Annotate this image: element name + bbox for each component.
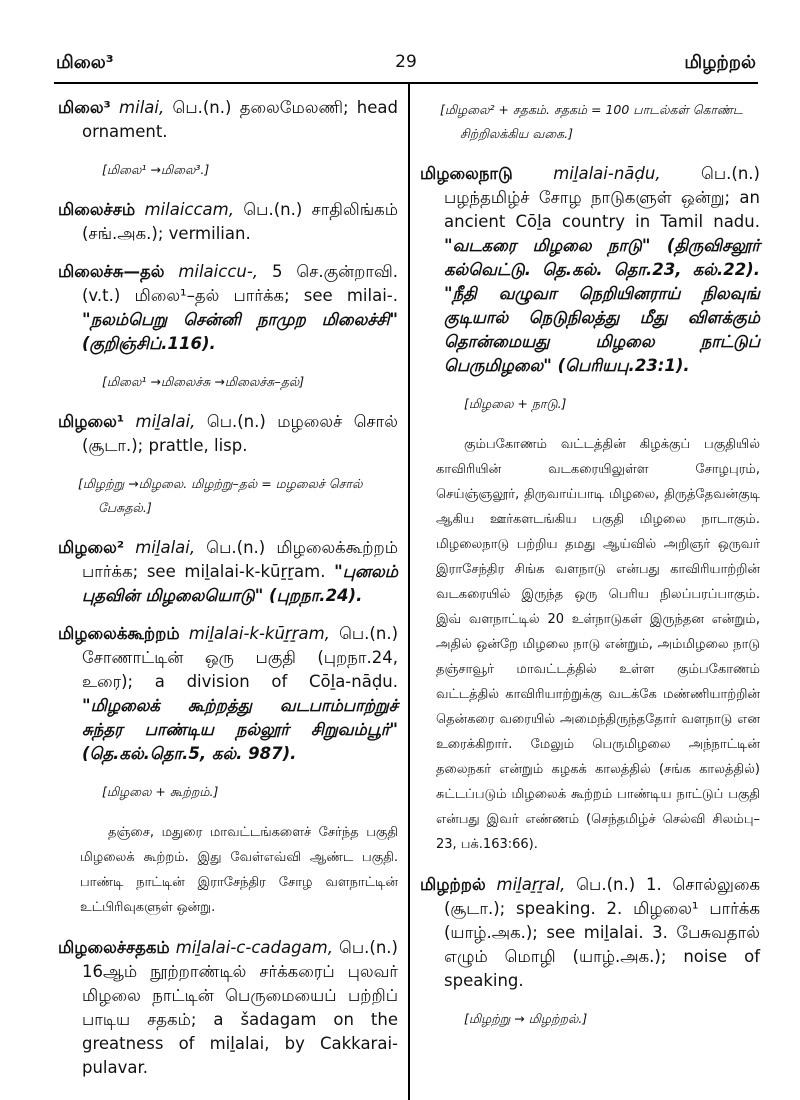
dictionary-entry xyxy=(58,536,398,608)
definition: 5 செ.குன்றாவி. (v.t.) மிலை¹–தல் பார்க்க; see milai-. xyxy=(82,262,399,305)
dictionary-entry xyxy=(58,936,398,1080)
citation: "வடகரை மிழலை நாடு" (திருவிசலூர் கல்வெட்டு. தெ.கல். தொ.23, கல்.22). "நீதி வழுவா நெறியினராய் நிலவுங் குடியால் நெடுநிலத்து மீது விளக்கும் தொன்மையது மிழலை நாட்டுப் பெருமிழலை" (பெரியபு.23:1). xyxy=(444,236,760,375)
etymology: [மிழலை² + சதகம். சதகம் = 100 பாடல்கள் கொண்ட சிற்றிலக்கிய வகை.] xyxy=(440,102,743,141)
definition: பெ.(n.) மழலைச் சொல் (சூடா.); prattle, lisp. xyxy=(82,412,398,455)
transliteration: miḻalai-k-kūṟṟam, xyxy=(188,624,330,643)
page-header xyxy=(56,52,756,80)
definition: பெ.(n.) சோணாட்டின் ஒரு பகுதி (புறநா.24, உரை); a division of Cōḻa-nāḍu. xyxy=(82,624,399,691)
etymology: [மிழலை + நாடு.] xyxy=(464,396,567,411)
transliteration: miḻalai-nāḍu, xyxy=(553,164,661,183)
definition: பெ.(n.) தலைமேலணி; head ornament. xyxy=(82,98,398,141)
definition: பெ.(n.) 16ஆம் நூற்றாண்டில் சர்க்கரைப் புலவர் மிழலை நாட்டின் பெருமையைப் பற்றிப் பாடிய சதகம்; a šadagam on the greatness of miḻalai, by Cakkarai-pulavar. xyxy=(82,938,398,1077)
headword: மிழற்றல் xyxy=(420,875,486,894)
transliteration: milai, xyxy=(119,98,165,117)
dictionary-entry xyxy=(58,96,398,144)
headword: மிழலைச்சதகம் xyxy=(58,938,170,957)
etymology: [மிலை¹ →மிலை³.] xyxy=(102,162,210,177)
definition: பெ.(n.) 1. சொல்லுகை (சூடா.); speaking. 2. மிழலை¹ பார்க்க (யாழ்.அக.); see miḻalai. 3. பேசுவதால் எழும் மொழி (யாழ்.அக.); noise of speaking. xyxy=(444,875,761,990)
headword: மிழலை² xyxy=(58,538,125,557)
dictionary-entry xyxy=(58,622,398,766)
transliteration: miḻaṟṟal, xyxy=(496,875,566,894)
etymology: [மிலை¹ →மிலைச்சு →மிலைச்சு–தல்] xyxy=(102,374,305,389)
dictionary-entry xyxy=(58,198,398,246)
dictionary-entry xyxy=(420,873,760,993)
citation: "புனலம் புதவின் மிழலையொடு" (புறநா.24). xyxy=(82,562,398,605)
transliteration: miḻalai, xyxy=(135,412,196,431)
explanatory-note: தஞ்சை, மதுரை மாவட்டங்களைச் சேர்ந்த பகுதி மிழலைக் கூற்றம். இது வேள்எவ்வி ஆண்ட பகுதி. பாண்டி நாட்டின் இராசேந்திர சோழ வளநாட்டின் உட்பிரிவுகளுள் ஒன்று. xyxy=(80,825,398,915)
dictionary-entry xyxy=(58,410,398,458)
headword: மிலைச்சம் xyxy=(58,200,136,219)
transliteration: milaiccam, xyxy=(144,200,234,219)
definition: பெ.(n.) சாதிலிங்கம் (சங்.அக.); vermilian. xyxy=(82,200,399,243)
transliteration: miḻalai, xyxy=(135,538,196,557)
right-column xyxy=(420,96,760,1047)
headword: மிழலைநாடு xyxy=(420,164,513,183)
header-guide-word-left: மிலை³ xyxy=(56,52,114,73)
header-guide-word-right: மிழற்றல் xyxy=(684,52,756,73)
explanatory-note: கும்பகோணம் வட்டத்தின் கிழக்குப் பகுதியில் காவிரியின் வடகரையிலுள்ள சோழபுரம், செய்ஞ்ஞலூர், திருவாய்பாடி மிழலை, திருத்தேவன்குடி ஆகிய ஊர்களடங்கிய பகுதி மிழலை நாடாகும். மிழலைநாடு பற்றிய தமது ஆய்வில் அறிஞர் ஒருவர் இராசேந்திர சிங்க வளநாடு என்பது காவிரியாற்றின் வடகரையில் இருந்த ஒரு பெரிய நிலப்பரப்பாகும். இவ் வளநாட்டில் 20 உள்நாடுகள் இருந்தன என்றும், அதில் ஒன்றே மிழலை நாடு என்றும், அம்மிழலை நாடு தஞ்சாவூர் மாவட்டத்தில் உள்ள கும்பகோணம் வட்டத்தில் காவிரியாற்றுக்கு வடக்கே மண்ணியாற்றின் தென்கரை வரையில் அமைந்திருந்ததோர் வளநாடு என உரைக்கிறார். மேலும் பெருமிழலை அந்நாட்டின் தலைநகர் என்றும் கழகக் காலத்தில் (சங்க காலத்தில்) சுட்டப்படும் மிழலைக் கூற்றம் பாண்டிய நாட்டுப் பகுதி என்பது இவர் எண்ணம் (செந்தமிழ்ச் செல்வி சிலம்பு–23, பக்.163:66). xyxy=(436,437,760,852)
column-divider xyxy=(408,84,410,1100)
dictionary-entry xyxy=(58,260,398,356)
page-number: 29 xyxy=(395,52,417,72)
left-column xyxy=(58,96,398,1094)
headword: மிழலை¹ xyxy=(58,412,125,431)
etymology: [மிழலை + கூற்றம்.] xyxy=(102,784,219,799)
etymology: [மிழற்று → மிழற்றல்.] xyxy=(464,1011,588,1026)
headword: மிழலைக்கூற்றம் xyxy=(58,624,180,643)
header-rule xyxy=(54,82,758,84)
citation: "நலம்பெறு சென்னி நாமுற மிலைச்சி" (குறிஞ்சிப்.116). xyxy=(82,310,398,353)
transliteration: milaiccu-, xyxy=(178,262,259,281)
dictionary-entry xyxy=(420,162,760,378)
headword: மிலைச்சு—தல் xyxy=(58,262,165,281)
citation: "மிழலைக் கூற்றத்து வடபாம்பாற்றுச் சுந்தர பாண்டிய நல்லூர் சிறுவம்பூர்" (தெ.கல்.தொ.5, கல். 987). xyxy=(82,696,398,763)
headword: மிலை³ xyxy=(58,98,111,117)
definition: பெ.(n.) மிழலைக்கூற்றம் பார்க்க; see miḻalai-k-kūṟṟam. xyxy=(82,538,399,581)
transliteration: miḻalai-c-cadagam, xyxy=(175,938,334,957)
definition: பெ.(n.) பழந்தமிழ்ச் சோழ நாடுகளுள் ஒன்று; an ancient Cōḻa country in Tamil nadu. xyxy=(444,164,760,231)
etymology: [மிழற்று →மிழலை. மிழற்று–தல் = மழலைச் சொல் பேசுதல்.] xyxy=(78,476,363,515)
